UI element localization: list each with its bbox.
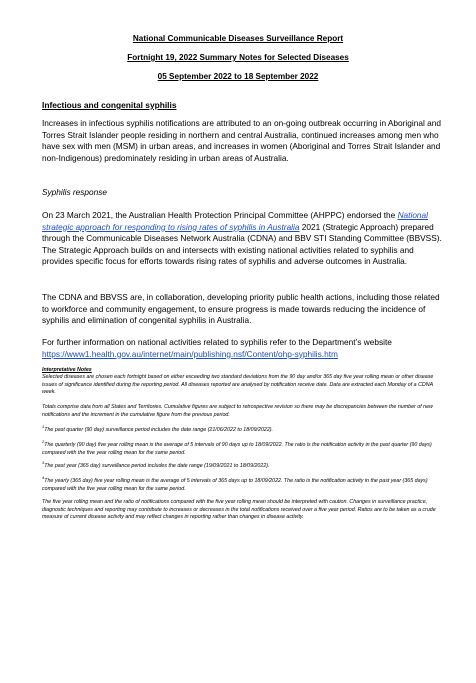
paragraph-outbreak: Increases in infectious syphilis notifications are attributed to an on-going outbreak occurring in Aboriginal and Torres Strait Islander people residing in northern and central Australia, continued increases among men who have sex with men (MSM) in urban areas, and increases in women (Aboriginal and Torres Strait Islander and non-Indigenous) predominately residing in urban areas of Australia.: [42, 118, 441, 163]
p4-text-before: For further information on national activities related to syphilis refer to the Department’s website: [42, 337, 392, 347]
note-past-quarter-text: The past quarter (90 day) surveillance period includes the date range (21/06/2022 to 18/09/2022).: [44, 427, 274, 433]
report-dates: 05 September 2022 to 18 September 2022: [157, 72, 319, 81]
note-yearly-mean: [42, 475, 442, 493]
footnote-marker-2: 2: [42, 439, 45, 444]
note-past-quarter: [42, 424, 442, 435]
note-past-year: [42, 460, 442, 471]
note-yearly-mean-text: The yearly (365 day) five year rolling mean is the average of 5 intervals of 365 days up to 18/09/2022. The ratio is the notification activity in the past year (365 days) compared with the five year rolling mean for the same period.: [42, 478, 428, 492]
subheading-response: Syphilis response: [42, 187, 108, 197]
note-quarterly-mean-text: The quarterly (90 day) five year rolling mean is the average of 5 intervals of 90 days up to 18/09/2022. The ratio is the notification activity in the past quarter (90 days) compared with the five year rolling mean for the same period.: [42, 442, 432, 456]
syphilis-website-link[interactable]: https://www1.health.gov.au/internet/main/publishing.nsf/Content/ohp-syphilis.htm: [42, 348, 338, 359]
footnote-marker-1: 1: [42, 424, 45, 429]
report-title: National Communicable Diseases Surveillance Report: [132, 34, 344, 43]
p2-text-before: On 23 March 2021, the Australian Health Protection Principal Committee (AHPPC) endorsed the: [42, 210, 398, 220]
notes-title: Interpretative Notes: [42, 367, 92, 373]
note-selection: Selected diseases are chosen each fortnight based on either exceeding two standard deviations from the 90 day and/or 365 day five year rolling mean or other disease issues of significance identified during the reporting period. All diseases reported are analysed by notification receive date. Data are extracted each Monday of a CDNA week.: [42, 374, 434, 396]
note-totals: Totals comprise data from all States and Territories. Cumulative figures are subject to retrospective revision so there may be discrepancies between the number of new notifications and the increment in the cumulative figure from the previous period.: [42, 404, 433, 418]
p2-text-after: 2021 (Strategic Approach) prepared through the Communicable Diseases Network Australia (CDNA) and BBV STI Standing Committee (BBVSS). The Strategic Approach builds on and intersects with existing national activities related to syphilis and provides specific focus for efforts towards rising rates of syphilis and adverse outcomes in Australia.: [42, 221, 442, 267]
paragraph-further-info: [42, 337, 442, 360]
note-quarterly-mean: [42, 439, 442, 457]
note-past-year-text: The past year (365 day) surveillance period includes the date range (19/09/2021 to 18/09/2022).: [44, 463, 270, 469]
section-heading: Infectious and congenital syphilis: [42, 100, 177, 110]
footnote-marker-4: 4: [42, 475, 45, 480]
strategic-approach-link[interactable]: National strategic approach for responding to rising rates of syphilis in Australia: [42, 210, 429, 232]
footnote-marker-3: 3: [42, 460, 45, 465]
note-caution: The five year rolling mean and the ratio of notifications compared with the five year rolling mean should be interpreted with caution. Changes in surveillance practice, diagnostic techniques and reporting may contribute to increases or decreases in the total notifications received over a five year period. Ratios are to be taken as a crude measure of current disease activity and may reflect changes in reporting rather than changes in disease activity.: [42, 499, 436, 521]
paragraph-cdna-bbvss: The CDNA and BBVSS are, in collaboration, developing priority public health actions, including those related to workforce and community engagement, to ensure progress is made towards reducing the incidence of syphilis and elimination of congenital syphilis in Australia.: [42, 292, 440, 326]
paragraph-strategic-approach: [42, 210, 442, 268]
report-fortnight: Fortnight 19, 2022 Summary Notes for Selected Diseases: [127, 53, 349, 62]
